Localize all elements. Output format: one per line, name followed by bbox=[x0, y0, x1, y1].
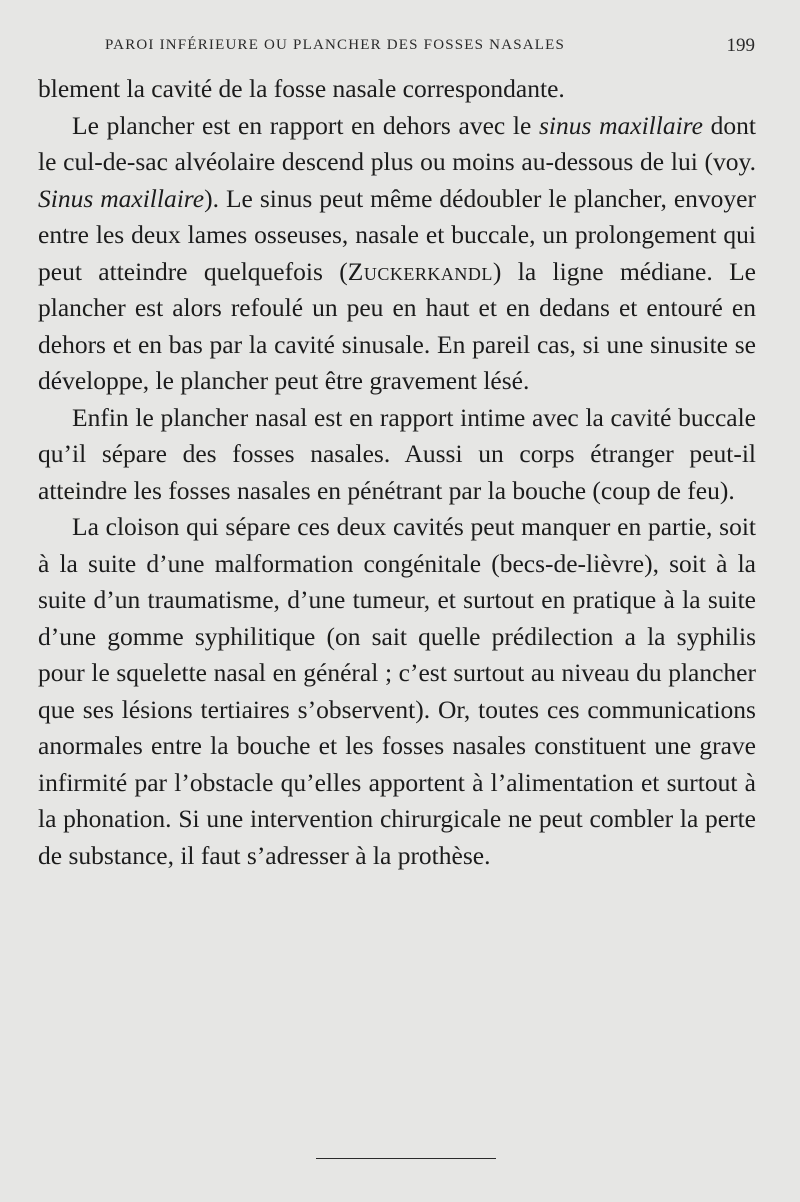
paragraph-cloison: La cloison qui sépare ces deux cavités peut manquer en partie, soit à la suite d’une malformation congénitale (becs-de-lièvre), soit à la suite d’un traumatisme, d’une tumeur, et surtout en pratique à la suite d’une gomme syphilitique (on sait quelle prédilection a la syphilis pour le squelette nasal en général ; c’est surtout au niveau du plancher que ses lésions tertiaires s’observent). Or, toutes ces communications anormales entre la bouche et les fosses nasales constituent une grave infirmité par l’obstacle qu’elles apportent à l’alimentation et surtout à la phonation. Si une intervention chirurgicale ne peut combler la perte de substance, il faut s’adresser à la prothèse. bbox=[38, 512, 756, 870]
italic-term: sinus maxillaire bbox=[538, 110, 703, 140]
paragraph-sinus-maxillaire: Le plancher est en rapport en dehors avec le sinus maxillaire dont le cul-de-sac alvéolaire descend plus ou moins au-dessous de lui (voy. Sinus maxillaire). Le sinus peut même dédoubler le plancher, envoyer entre les deux lames osseuses, nasale et buccale, un prolongement qui peut atteindre quelquefois (Zuckerkandl) la ligne médiane. Le plancher est alors refoulé un peu en haut et en dedans et entouré en dehors et en bas par la cavité sinusale. En pareil cas, si une sinusite se développe, le plancher peut être gravement lésé. bbox=[38, 110, 756, 395]
paragraph-cavite-buccale: Enfin le plancher nasal est en rapport intime avec la cavité buccale qu’il sépare des fosses nasales. Aussi un corps étranger peut-il atteindre les fosses nasales en pénétrant par la bouche (coup de feu). bbox=[38, 402, 756, 505]
italic-cross-reference: Sinus maxillaire bbox=[38, 183, 205, 213]
body-text bbox=[38, 71, 756, 874]
running-head: PAROI INFÉRIEURE OU PLANCHER DES FOSSES NASALES bbox=[105, 37, 566, 53]
section-end-rule bbox=[316, 1158, 496, 1159]
page-number: 199 bbox=[726, 35, 755, 56]
paragraph-continuation: blement la cavité de la fosse nasale correspondante. bbox=[38, 74, 565, 103]
page-header bbox=[105, 37, 755, 61]
author-name: Zuckerkandl bbox=[347, 256, 493, 286]
